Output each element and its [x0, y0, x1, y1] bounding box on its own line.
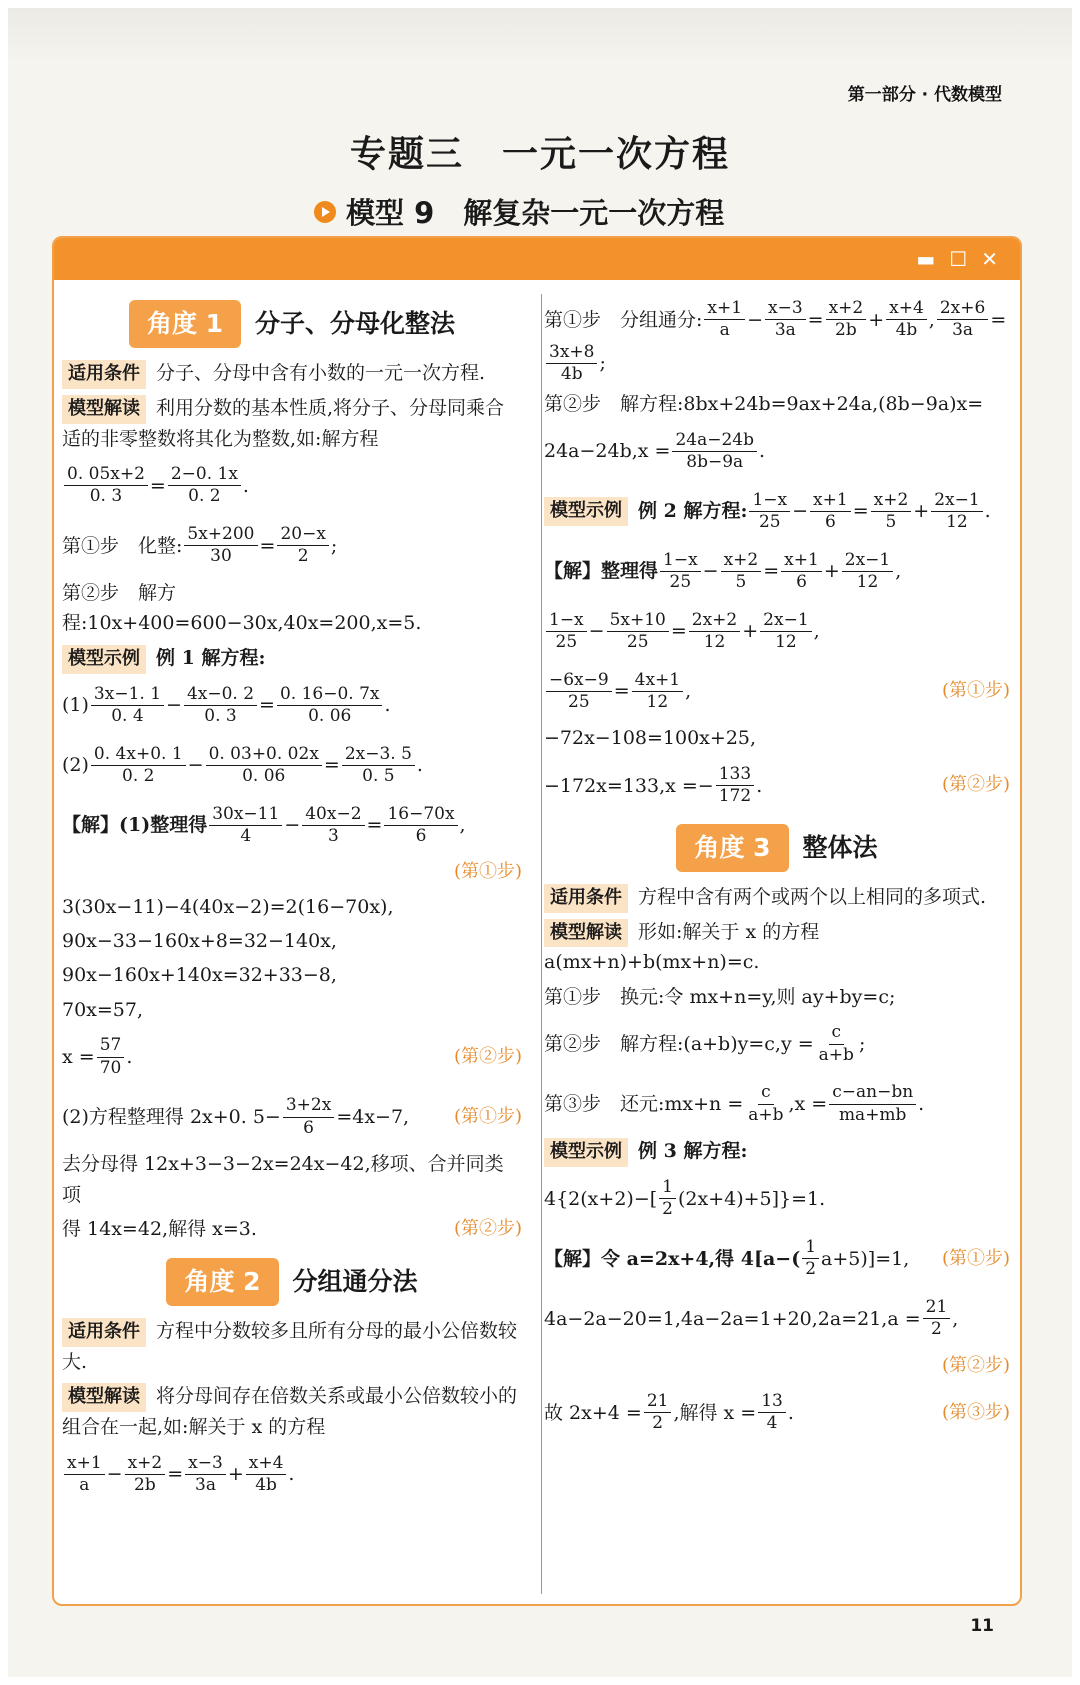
numerator: 5x+200 — [184, 524, 257, 546]
numerator: x+4 — [246, 1453, 287, 1475]
part-2-line — [62, 1089, 522, 1145]
topic-title: 专题三 一元一次方程 — [349, 134, 730, 175]
angle-title: 分子、分母化整法 — [255, 309, 456, 338]
fraction — [826, 298, 867, 342]
angle-3-header — [544, 824, 1010, 872]
tag: 适用条件 — [62, 360, 146, 389]
numerator: x+2 — [871, 490, 912, 512]
content-window — [52, 236, 1022, 1606]
fraction — [672, 430, 757, 474]
angle-badge: 角度 3 — [676, 824, 788, 872]
text: (2)方程整理得 2x+0. 5− — [62, 1105, 281, 1128]
step-note: (第②步) — [941, 774, 1010, 796]
fraction — [937, 298, 988, 342]
denominator: a+b — [818, 1044, 854, 1065]
numerator: x+1 — [810, 490, 851, 512]
numerator: x+1 — [64, 1453, 105, 1475]
angle-badge: 角度 1 — [129, 300, 241, 348]
denominator: 4b — [255, 1475, 277, 1496]
text: 例 2 解方程: — [638, 500, 748, 523]
denominator: 4b — [895, 320, 918, 341]
answer-line: x = $\frac{57}{70}$ . (第②步) — [62, 1035, 522, 1078]
denominator: 4 — [766, 1413, 778, 1434]
example-equation: $\frac{0. 05x+2}{0. 3}$ = $\frac{2-0. 1x}{0. 2}$ . — [62, 458, 522, 514]
numerator: 3x−1. 1 — [91, 684, 164, 706]
denominator: 0. 2 — [122, 766, 155, 787]
text: 第②步 解方程:(a+b)y=c,y = — [544, 1032, 814, 1055]
denominator: 12 — [946, 511, 968, 532]
fraction — [716, 764, 754, 808]
work-line: $\frac{-6x-9}{25}$ = $\frac{4x+1}{12}$ , (第①步) — [544, 663, 1010, 719]
fraction — [816, 1022, 857, 1066]
text: 【解】整理得 — [544, 560, 659, 583]
condition — [62, 358, 522, 389]
window-titlebar — [54, 238, 1020, 280]
text: −172x=133,x =− — [544, 774, 714, 797]
denominator: 12 — [775, 631, 797, 652]
denominator: 0. 4 — [111, 706, 144, 727]
denominator: 5 — [885, 511, 897, 532]
numerator: 1 — [659, 1177, 676, 1199]
fraction — [384, 804, 457, 848]
step-note: (第①步) — [453, 861, 522, 883]
section-header: 第一部分 · 代数模型 — [847, 85, 1002, 105]
fraction — [546, 670, 612, 714]
numerator: 4x−0. 2 — [184, 684, 257, 706]
fraction — [644, 1391, 672, 1435]
text: 24a−24b,x = — [544, 440, 671, 463]
numerator: 0. 16−0. 7x — [277, 684, 383, 706]
denominator: ma+mb — [838, 1104, 907, 1125]
numerator: 1−x — [546, 610, 587, 632]
step-2: 第②步 解方程:10x+400=600−30x,40x=200,x=5. — [62, 581, 422, 635]
numerator: 133 — [716, 764, 754, 786]
text: 4a−2a−20=1,4a−2a=1+20,2a=21,a = — [544, 1307, 921, 1330]
numerator: 40x−2 — [302, 804, 364, 826]
denominator: 25 — [758, 511, 781, 532]
fraction — [749, 490, 790, 534]
fraction — [931, 490, 982, 534]
work-line: 3(30x−11)−4(40x−2)=2(16−70x), — [62, 895, 394, 918]
fraction — [342, 744, 415, 788]
denominator: 3a — [195, 1475, 216, 1496]
fraction — [923, 1297, 951, 1341]
denominator: 3a — [774, 320, 796, 341]
model-title-text: 模型 9 解复杂一元一次方程 — [346, 196, 725, 230]
denominator: 30 — [210, 546, 232, 567]
numerator: 4x+1 — [632, 670, 683, 692]
denominator: 2 — [662, 1199, 673, 1220]
denominator: 5 — [735, 571, 747, 592]
step-note: (第③步) — [941, 1401, 1010, 1423]
text: (2) — [62, 754, 89, 777]
angle-title: 分组通分法 — [292, 1267, 418, 1297]
fraction — [97, 1035, 125, 1079]
fraction — [184, 684, 257, 728]
numerator: x+2 — [721, 550, 762, 572]
step-note-line — [544, 1351, 1010, 1381]
denominator: 0. 06 — [308, 706, 352, 727]
denominator: 2b — [835, 320, 857, 341]
reading — [544, 917, 1010, 978]
fraction — [302, 804, 364, 848]
numerator: x+2 — [826, 298, 867, 320]
numerator: x−3 — [185, 1453, 226, 1475]
tag: 模型示例 — [544, 1138, 628, 1167]
reading-text: 利用分数的基本性质,将分子、分母同乘合适的非零整数将其化为整数,如:解方程 — [62, 396, 505, 450]
denominator: 6 — [796, 571, 807, 592]
angle-1-header — [62, 300, 522, 348]
play-icon — [314, 201, 336, 223]
denominator: 6 — [415, 826, 427, 847]
denominator: 3a — [952, 320, 974, 341]
denominator: 0. 3 — [89, 486, 123, 507]
text: (1) — [62, 694, 89, 717]
denominator: 25 — [669, 571, 692, 592]
text: 第③步 还元:mx+n = — [544, 1092, 744, 1115]
work-line: 90x−160x+140x=32+33−8, — [62, 964, 337, 987]
text: 将分母间存在倍数关系或最小公倍数较小的组合在一起,如:解关于 x 的方程 — [62, 1385, 518, 1439]
numerator: 2x−3. 5 — [342, 744, 415, 766]
denominator: a — [719, 320, 730, 341]
fraction — [765, 298, 806, 342]
step-note: (第①步) — [941, 1247, 1010, 1269]
denominator: 12 — [703, 631, 726, 652]
denominator: 2 — [297, 546, 309, 567]
text: 第①步 分组通分: — [544, 308, 703, 331]
denominator: a — [79, 1475, 90, 1496]
text: 故 2x+4 = — [544, 1401, 642, 1424]
angle-badge: 角度 2 — [166, 1258, 278, 1306]
fraction — [184, 524, 257, 568]
fraction — [781, 550, 822, 594]
page-number: 11 — [970, 1616, 994, 1636]
numerator: c — [758, 1082, 774, 1104]
text: 得 14x=42,解得 x=3. — [62, 1217, 257, 1240]
denominator: 2b — [134, 1475, 156, 1496]
fraction — [842, 550, 893, 594]
denominator: 25 — [626, 631, 649, 652]
book-page — [8, 8, 1072, 1677]
column-divider — [541, 294, 542, 1594]
numerator: 2x+2 — [689, 610, 740, 632]
numerator: 2x+6 — [937, 298, 988, 320]
fraction — [758, 1391, 786, 1435]
fraction — [64, 1453, 105, 1497]
work-line: $\frac{1-x}{25}$ − $\frac{5x+10}{25}$ = $\frac{2x+2}{12}$ + $\frac{2x-1}{12}$ , — [544, 603, 1010, 659]
numerator: c−an−bn — [829, 1082, 916, 1104]
fraction — [659, 1177, 676, 1221]
denominator: 0. 06 — [242, 766, 286, 787]
numerator: 2x−1 — [931, 490, 982, 512]
work-line: 去分母得 12x+3−3−2x=24x−42,移项、合并同类项 — [62, 1153, 504, 1206]
denominator: 2 — [931, 1319, 942, 1340]
numerator: 1 — [802, 1237, 819, 1259]
fraction — [246, 1453, 287, 1497]
question-2: (2) $\frac{0. 4x+0. 1}{0. 2}$ − $\frac{0. 03+0. 02x}{0. 06}$ = $\frac{2x-3. 5}{0. 5}$ . — [62, 743, 423, 787]
question-1: (1) $\frac{3x-1. 1}{0. 4}$ − $\frac{4x-0. 2}{0. 3}$ = $\frac{0. 16-0. 7x}{0. 06}$ . — [62, 683, 391, 727]
numerator: −6x−9 — [546, 670, 612, 692]
answer-line: 故 2x+4 = $\frac{21}{2}$ ,解得 x = $\frac{13}{4}$ . (第③步) — [544, 1391, 1010, 1434]
close-icon[interactable]: ✕ — [981, 247, 998, 271]
numerator: 21 — [644, 1391, 672, 1413]
left-column — [62, 294, 522, 1507]
numerator: 13 — [758, 1391, 786, 1413]
numerator: 3x+8 — [546, 342, 597, 364]
text: 【解】(1)整理得 — [62, 814, 208, 837]
demo: 模型示例 例 2 解方程: $\frac{1-x}{25}$ − $\frac{x+1}{6}$ = $\frac{x+2}{5}$ + $\frac{2x-1}{12}$ . — [544, 483, 1010, 539]
model-title — [314, 191, 724, 232]
denominator: 25 — [568, 691, 590, 712]
work-line — [62, 1214, 522, 1244]
tag: 模型解读 — [544, 919, 628, 948]
denominator: 172 — [718, 786, 752, 807]
denominator: 0. 5 — [362, 766, 395, 787]
numerator: 2−0. 1x — [168, 464, 241, 486]
text: 形如:解关于 x 的方程 a(mx+n)+b(mx+n)=c. — [544, 920, 820, 974]
numerator: 3+2x — [283, 1095, 334, 1117]
step-1: 第①步 换元:令 mx+n=y,则 ay+by=c; — [544, 985, 896, 1008]
tag: 模型解读 — [62, 395, 146, 424]
example-equation: $\frac{x+1}{a}$ − $\frac{x+2}{2b}$ = $\frac{x-3}{3a}$ + $\frac{x+4}{4b}$ . — [62, 1447, 522, 1503]
example-3 — [544, 1171, 1010, 1227]
angle-2-header — [62, 1258, 522, 1306]
tag: 适用条件 — [62, 1318, 146, 1347]
denominator: 12 — [856, 571, 879, 592]
fraction — [871, 490, 912, 534]
numerator: 2x−1 — [760, 610, 811, 632]
step-2: 第②步 解方程:(a+b)y=c,y = $\frac{c}{a+b}$ ; — [544, 1022, 866, 1065]
text: 方程中分数较多且所有分母的最小公倍数较大. — [62, 1320, 518, 1374]
denominator: a+b — [748, 1104, 784, 1125]
work-line: 70x=57, — [62, 998, 144, 1021]
numerator: 0. 05x+2 — [64, 464, 148, 486]
denominator: 6 — [303, 1117, 314, 1138]
demo-text: 例 1 解方程: — [156, 646, 266, 669]
answer-line: −172x=133,x =− $\frac{133}{172}$ . (第②步) — [544, 764, 1010, 807]
fraction — [185, 1453, 226, 1497]
denominator: 70 — [99, 1057, 122, 1078]
numerator: x+4 — [886, 298, 927, 320]
fraction — [168, 464, 241, 508]
tag: 模型示例 — [62, 645, 146, 674]
tag: 模型示例 — [544, 497, 628, 526]
reading — [62, 1381, 522, 1442]
numerator: 0. 03+0. 02x — [206, 744, 322, 766]
text: =4x−7, — [336, 1105, 410, 1128]
condition — [544, 882, 1010, 913]
fraction — [760, 610, 811, 654]
fraction — [206, 744, 322, 788]
fraction — [125, 1453, 166, 1497]
step-1: 第①步 化整: $\frac{5x+200}{30}$ = $\frac{20-x}{2}$ ; — [62, 524, 338, 567]
text: 4{2(x+2)−[ — [544, 1187, 658, 1210]
step-2: 第②步 解方程:8bx+24b=9ax+24a,(8b−9a)x= — [544, 393, 984, 415]
numerator: 1−x — [660, 550, 701, 572]
step-1: 第①步 分组通分: $\frac{x+1}{a}$ − $\frac{x-3}{3a}$ = $\frac{x+2}{2b}$ + $\frac{x+4}{4b}$ , $\frac{2x+6}{3a}$ = $\frac{3x+8}{4b}$ ; — [544, 298, 1007, 384]
work-line: −72x−108=100x+25, — [544, 727, 757, 750]
denominator: 6 — [824, 511, 836, 532]
fraction — [660, 550, 701, 594]
numerator: 1−x — [749, 490, 790, 512]
fraction — [277, 684, 383, 728]
text: 【解】令 a=2x+4,得 4[a−( — [544, 1247, 801, 1270]
fraction — [607, 610, 669, 654]
step-3: 第③步 还元:mx+n = $\frac{c}{a+b}$ ,x = $\frac{c-an-bn}{ma+mb}$ . — [544, 1082, 925, 1125]
reading — [62, 393, 522, 454]
step-note-line — [62, 858, 522, 888]
fraction — [283, 1095, 334, 1139]
denominator: 4b — [560, 363, 583, 384]
fraction — [802, 1237, 819, 1281]
numerator: x+1 — [781, 550, 822, 572]
step-2-result: 24a−24b,x = $\frac{24a-24b}{8b-9a}$ . — [544, 429, 766, 472]
fraction — [209, 804, 282, 848]
text: x = — [62, 1045, 95, 1068]
fraction — [91, 744, 186, 788]
denominator: 8b−9a — [686, 451, 744, 472]
text: 例 3 解方程: — [638, 1140, 748, 1163]
step-note: (第①步) — [453, 1105, 522, 1127]
solution-1: 【解】(1)整理得 $\frac{30x-11}{4}$ − $\frac{40x-2}{3}$ = $\frac{16-70x}{6}$ , — [62, 803, 466, 847]
right-column — [544, 294, 1010, 1445]
solution-3 — [544, 1231, 1010, 1287]
numerator: 2x−1 — [842, 550, 893, 572]
denominator: 2 — [652, 1413, 664, 1434]
numerator: 21 — [923, 1297, 951, 1319]
numerator: 30x−11 — [209, 804, 282, 826]
fraction — [810, 490, 851, 534]
numerator: 0. 4x+0. 1 — [91, 744, 186, 766]
numerator: 16−70x — [384, 804, 457, 826]
denominator: 0. 2 — [188, 486, 221, 507]
fraction — [689, 610, 740, 654]
work-line: 90x−33−160x+8=32−140x, — [62, 929, 337, 952]
work-line: 4a−2a−20=1,4a−2a=1+20,2a=21,a = $\frac{21}{2}$ , — [544, 1297, 959, 1340]
text: 方程中含有两个或两个以上相同的多项式. — [638, 885, 987, 908]
numerator: x−3 — [765, 298, 806, 320]
text: ,x = — [788, 1092, 828, 1115]
demo — [544, 1136, 1010, 1167]
step-note: (第②步) — [453, 1045, 522, 1067]
fraction — [277, 524, 328, 568]
denominator: 0. 3 — [204, 706, 237, 727]
fraction — [546, 342, 597, 386]
denominator: 25 — [555, 631, 578, 652]
tag: 适用条件 — [544, 884, 628, 913]
numerator: x+2 — [125, 1453, 166, 1475]
step-note: (第②步) — [941, 1354, 1010, 1376]
condition-text: 分子、分母中含有小数的一元一次方程. — [156, 362, 486, 384]
step-label: 第①步 化整: — [62, 534, 183, 557]
denominator: 3 — [327, 826, 339, 847]
fraction — [632, 670, 683, 714]
denominator: 12 — [646, 691, 669, 712]
numerator: 5x+10 — [607, 610, 669, 632]
minimize-icon[interactable]: ▬ — [916, 247, 936, 271]
denominator: 2 — [805, 1259, 817, 1280]
numerator: 20−x — [277, 524, 328, 546]
step-note: (第②步) — [453, 1217, 522, 1239]
numerator: 24a−24b — [672, 430, 757, 452]
text: (2x+4)+5]}=1. — [677, 1187, 826, 1210]
fraction — [829, 1082, 916, 1126]
demo — [62, 643, 522, 674]
denominator: 4 — [240, 826, 252, 847]
text: ,解得 x = — [673, 1401, 757, 1424]
fraction — [91, 684, 164, 728]
fraction — [745, 1082, 786, 1126]
solution-2: 【解】整理得 $\frac{1-x}{25}$ − $\frac{x+2}{5}$ = $\frac{x+1}{6}$ + $\frac{2x-1}{12}$ , — [544, 549, 902, 592]
maximize-icon[interactable]: ☐ — [949, 247, 968, 271]
numerator: c — [829, 1022, 845, 1044]
numerator: 57 — [97, 1035, 125, 1057]
fraction — [721, 550, 762, 594]
tag: 模型解读 — [62, 1383, 146, 1412]
text: a+5)]=1, — [821, 1247, 910, 1270]
angle-title: 整体法 — [802, 832, 878, 862]
condition — [62, 1316, 522, 1377]
step-note: (第①步) — [941, 679, 1010, 701]
top-strip — [8, 8, 1072, 63]
fraction — [886, 298, 927, 342]
fraction — [704, 298, 745, 342]
fraction — [546, 610, 587, 654]
numerator: x+1 — [704, 298, 745, 320]
fraction — [64, 464, 148, 508]
